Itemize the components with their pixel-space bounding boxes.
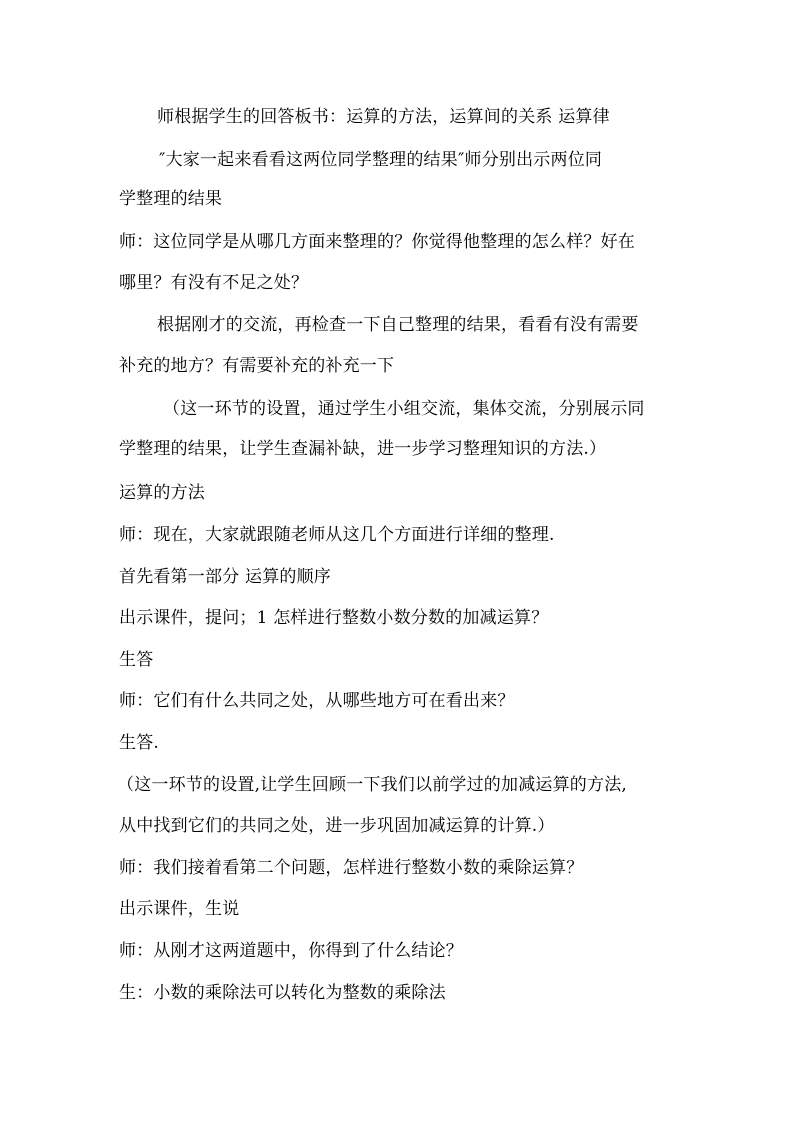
paragraph-line: 补充的地方？有需要补充的补充一下 xyxy=(119,356,395,376)
paragraph-line: 生答. xyxy=(119,733,160,753)
section-heading: 运算的方法 xyxy=(119,483,205,503)
paragraph-line: （这一环节的设置，通过学生小组交流，集体交流，分别展示同 xyxy=(163,399,645,419)
paragraph-line: 生：小数的乘除法可以转化为整数的乘除法 xyxy=(119,983,446,1003)
paragraph-line: 师：现在，大家就跟随老师从这几个方面进行详细的整理. xyxy=(119,525,555,545)
paragraph-line: 师：这位同学是从哪几方面来整理的？你觉得他整理的怎么样？好在 xyxy=(119,232,635,252)
paragraph-line: 从中找到它们的共同之处，进一步巩固加减运算的计算.） xyxy=(119,816,555,836)
paragraph-line: 哪里？有没有不足之处？ xyxy=(119,273,309,293)
paragraph-line: ″大家一起来看看这两位同学整理的结果″师分别出示两位同 xyxy=(159,150,603,170)
paragraph-line: 根据刚才的交流，再检查一下自己整理的结果，看看有没有需要 xyxy=(157,315,639,335)
paragraph-line: 学整理的结果，让学生查漏补缺，进一步学习整理知识的方法.） xyxy=(119,439,607,459)
paragraph-line: 师：我们接着看第二个问题，怎样进行整数小数的乘除运算？ xyxy=(119,858,584,878)
paragraph-line: 师：从刚才这两道题中，你得到了什么结论？ xyxy=(119,941,463,961)
paragraph-line: 生答 xyxy=(119,650,154,670)
paragraph-line: 学整理的结果 xyxy=(119,189,223,209)
paragraph-line: 首先看第一部分 运算的顺序 xyxy=(119,567,332,587)
paragraph-line: 出示课件，提问；1 怎样进行整数小数分数的加减运算？ xyxy=(119,608,549,628)
paragraph-line: （这一环节的设置,让学生回顾一下我们以前学过的加减运算的方法, xyxy=(117,775,628,795)
paragraph-line: 出示课件，生说 xyxy=(119,899,240,919)
paragraph-line: 师：它们有什么共同之处，从哪些地方可在看出来？ xyxy=(119,691,515,711)
paragraph-line: 师根据学生的回答板书：运算的方法，运算间的关系 运算律 xyxy=(157,107,610,127)
